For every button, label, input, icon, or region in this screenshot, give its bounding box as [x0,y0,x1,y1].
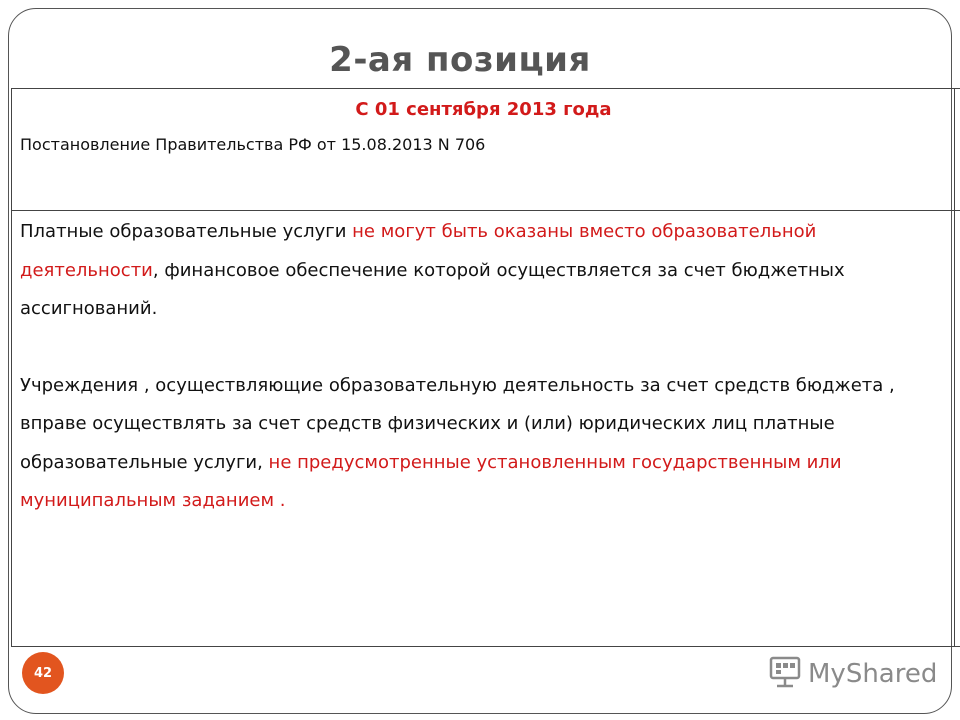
paragraph-1 [20,213,950,329]
paragraph-2 [20,367,950,521]
paragraph-2-text-a: Учреждения , осуществляющие образовательную деятельность за счет средств бюджета , вправе осуществлять за счет средств физических и (или) юридических лиц платные образовательные услуги, [20,374,895,473]
header-row [12,89,955,210]
content-table [11,88,960,647]
paragraph-1-highlight: не могут быть оказаны вместо образовательной деятельности [20,221,817,281]
slide-title: 2-ая позиция [329,40,591,80]
presentation-board-icon [768,655,802,694]
paragraph-2-highlight: не предусмотренные установленным государственным или муниципальным заданием . [20,451,842,511]
page-number-badge: 42 [22,652,64,694]
watermark-text: MyShared [808,659,938,689]
body-row [20,213,950,521]
table-row-divider [12,210,960,211]
paragraph-1-text-c: , финансовое обеспечение которой осуществляется за счет бюджетных ассигнований. [20,259,845,319]
decree-reference: Постановление Правительства РФ от 15.08.2013 N 706 [20,135,486,154]
watermark-logo [768,656,937,692]
effective-date: С 01 сентября 2013 года [355,99,612,120]
paragraph-1-text-a: Платные образовательные услуги [20,221,353,242]
